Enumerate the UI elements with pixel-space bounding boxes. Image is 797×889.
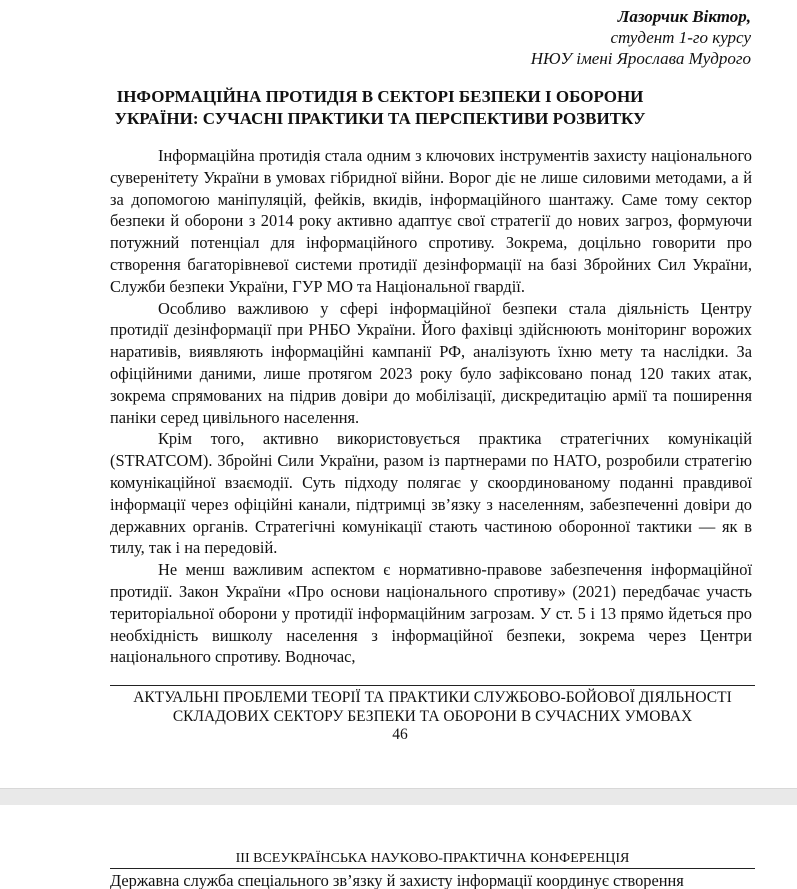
next-page-first-line: Державна служба спеціального зв’язку й захисту інформації координує створення: [110, 871, 684, 889]
paragraph-3: Крім того, активно використовується практика стратегічних комунікацій (STRATCOM). Збройні Сили України, разом із партнерами по НАТО, розробили стратегію комунікаційної взаємодії. Суть підходу полягає у скоординованому поданні правдивої інформації через офіційні канали, підтримці зв’язку з населенням, забезпеченні довіри до державних органів. Стратегічні комунікації стають частиною оборонної тактики — як в тилу, так і на передовій.: [110, 429, 752, 558]
article-title-line-1: ІНФОРМАЦІЙНА ПРОТИДІЯ В СЕКТОРІ БЕЗПЕКИ І ОБОРОНИ: [116, 87, 644, 106]
article-title-line-2: УКРАЇНИ: СУЧАСНІ ПРАКТИКИ ТА ПЕРСПЕКТИВИ РОЗВИТКУ: [114, 109, 646, 128]
article-title: [100, 86, 660, 130]
author-block: [351, 6, 751, 69]
running-header: ІІІ ВСЕУКРАЇНСЬКА НАУКОВО-ПРАКТИЧНА КОНФЕРЕНЦІЯ: [235, 851, 630, 866]
paragraph-1: Інформаційна протидія стала одним з ключових інструментів захисту національного суверенітету України в умовах гібридної війни. Ворог діє не лише силовими методами, а й за допомогою маніпуляцій, фейків, вкидів, інформаційного шантажу. Саме тому сектор безпеки й оборони з 2014 року активно адаптує свої стратегії до нових загроз, формуючи потужний потенціал для інформаційного спротиву. Зокрема, доцільно говорити про створення багаторівневої системи протидії дезінформації на базі Збройних Сил України, Служби безпеки України, ГУР МО та Національної гвардії.: [110, 146, 752, 296]
header-divider: [110, 868, 755, 869]
author-name: Лазорчик Віктор,: [617, 7, 751, 26]
article-body: [110, 145, 752, 668]
page-separator: [0, 788, 797, 806]
document-page-47: [0, 805, 797, 889]
paragraph-2: Особливо важливою у сфері інформаційної безпеки стала діяльність Центру протидії дезінформації при РНБО України. Його фахівці здійснюють моніторинг ворожих наративів, виявляють інформаційні кампанії РФ, аналізують їхню мету та наслідки. За офіційними даними, лише протягом 2023 року було зафіксовано понад 120 таких атак, зокрема спрямованих на підрив довіри до мобілізації, дискредитацію армії та поширення паніки серед цивільного населення.: [110, 298, 752, 427]
author-institution: НЮУ імені Ярослава Мудрого: [530, 49, 751, 68]
author-position: студент 1-го курсу: [610, 28, 751, 47]
paragraph-4: Не менш важливим аспектом є нормативно-правове забезпечення інформаційної протидії. Закон України «Про основи національного спротиву» (2021) передбачає участь територіальної оборони у протидії інформаційним загрозам. У ст. 5 і 13 прямо йдеться про необхідність вишколу населення з інформаційної безпеки, зокрема через Центри національного спротиву. Водночас,: [110, 560, 752, 667]
page-number: 46: [392, 726, 408, 743]
footer-divider: [110, 685, 755, 686]
footer-line-1: АКТУАЛЬНІ ПРОБЛЕМИ ТЕОРІЇ ТА ПРАКТИКИ СЛУЖБОВО-БОЙОВОЇ ДІЯЛЬНОСТІ: [133, 689, 732, 706]
page-footer: [100, 688, 765, 726]
footer-line-2: СКЛАДОВИХ СЕКТОРУ БЕЗПЕКИ ТА ОБОРОНИ В СУЧАСНИХ УМОВАХ: [172, 708, 693, 725]
